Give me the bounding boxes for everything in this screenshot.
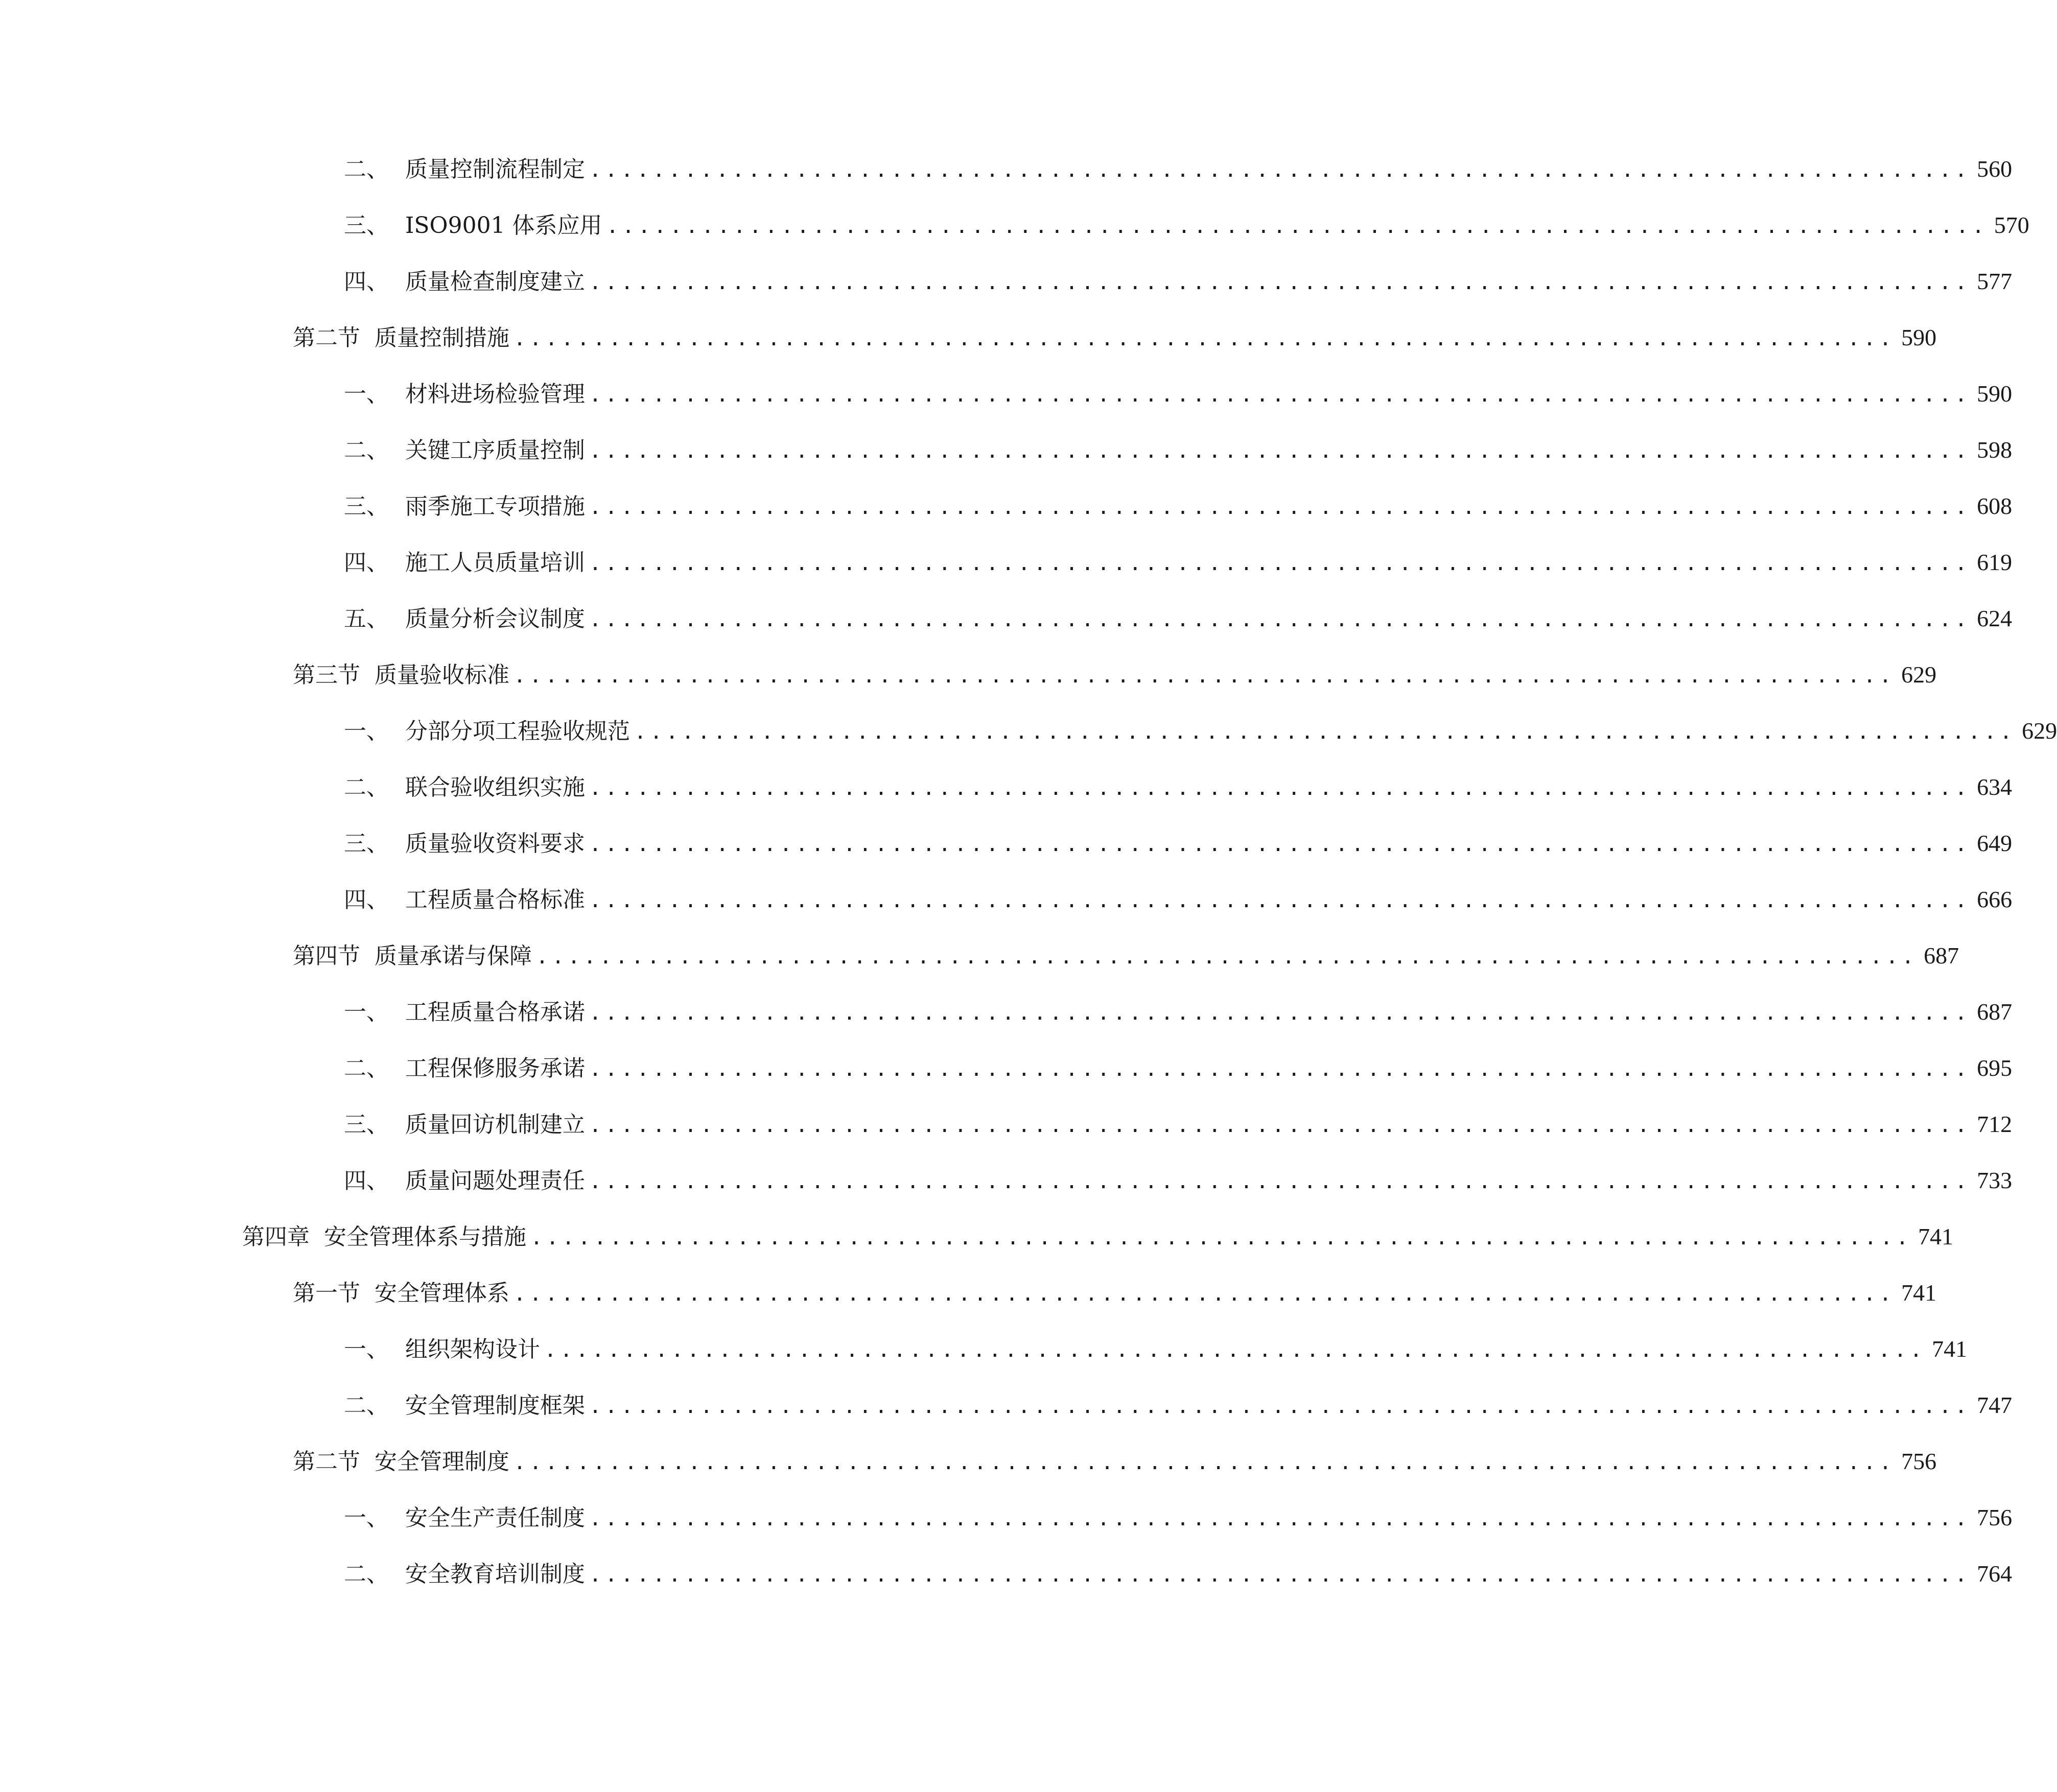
toc-entry-page: 629 <box>1901 662 1937 688</box>
toc-entry-title: 质量验收资料要求 <box>405 831 585 857</box>
toc-entry-number: 一、 <box>344 999 389 1025</box>
toc-entry[interactable] <box>344 1556 2013 1592</box>
toc-entry-number: 四、 <box>344 887 389 913</box>
toc-entry-label <box>293 1444 509 1480</box>
toc-entry-label <box>293 320 509 356</box>
toc-entry-label <box>344 152 585 187</box>
toc-entry-page: 629 <box>2022 718 2057 744</box>
toc-entry-page: 577 <box>1977 268 2013 294</box>
dot-leader: ....................................................................................... <box>589 271 1971 294</box>
dot-leader: ....................................................................................... <box>589 158 1971 182</box>
toc-entry-number: 四、 <box>344 550 389 576</box>
toc-entry[interactable] <box>344 713 2057 749</box>
dot-leader: ....................................................................................... <box>589 833 1971 856</box>
toc-entry-page: 649 <box>1977 830 2013 856</box>
toc-entry-page: 590 <box>1901 324 1937 350</box>
toc-entry-title: 安全管理制度 <box>375 1449 509 1475</box>
dot-leader: ....................................................................................... <box>589 889 1971 912</box>
dot-leader: ....................................................................................... <box>634 720 2016 744</box>
toc-entry[interactable] <box>344 151 2013 187</box>
toc-entry[interactable] <box>344 264 2013 299</box>
toc-entry-number: 第二节 <box>293 1449 360 1475</box>
toc-entry-number: 二、 <box>344 774 389 800</box>
toc-entry-title: 安全管理体系与措施 <box>324 1224 526 1250</box>
dot-leader: ....................................................................................... <box>530 1226 1912 1249</box>
dot-leader: ....................................................................................... <box>589 608 1971 631</box>
toc-entry-title: 施工人员质量培训 <box>405 550 585 576</box>
toc-entry[interactable] <box>344 488 2013 524</box>
toc-entry-title: 材料进场检验管理 <box>405 381 585 407</box>
toc-entry-title: 雨季施工专项措施 <box>405 493 585 520</box>
toc-entry-number: 二、 <box>344 1561 389 1587</box>
toc-entry-number: 第一节 <box>293 1280 360 1306</box>
toc-entry-title: 工程保修服务承诺 <box>405 1055 585 1081</box>
toc-entry-number: 第二节 <box>293 325 360 351</box>
toc-entry-page: 756 <box>1977 1504 2013 1530</box>
toc-entry-label <box>242 1219 526 1255</box>
toc-entry-title: 联合验收组织实施 <box>405 774 585 800</box>
toc-entry-title: 安全教育培训制度 <box>405 1561 585 1587</box>
toc-entry-label <box>344 376 585 412</box>
toc-entry-number: 二、 <box>344 1055 389 1081</box>
toc-entry-label <box>344 489 585 525</box>
toc-entry[interactable] <box>344 769 2013 805</box>
toc-entry-title: 关键工序质量控制 <box>405 437 585 463</box>
toc-entry-label <box>344 1051 585 1087</box>
toc-entry-number: 一、 <box>344 1505 389 1531</box>
dot-leader: ....................................................................................... <box>544 1338 1926 1362</box>
toc-entry-page: 741 <box>1901 1280 1937 1306</box>
toc-entry-number: 三、 <box>344 1112 389 1138</box>
toc-entry-label <box>344 826 585 862</box>
toc-entry-label <box>344 1388 585 1424</box>
toc-entry[interactable] <box>242 1219 1954 1255</box>
toc-entry[interactable] <box>344 601 2013 636</box>
toc-entry-title: 工程质量合格承诺 <box>405 999 585 1025</box>
toc-entry[interactable] <box>293 1275 1937 1311</box>
dot-leader: ....................................................................................... <box>589 1114 1971 1137</box>
toc-entry[interactable] <box>344 207 2029 243</box>
toc-entry-title: 分部分项工程验收规范 <box>405 718 630 744</box>
toc-entry-title: 质量回访机制建立 <box>405 1112 585 1138</box>
toc-entry[interactable] <box>293 657 1937 693</box>
toc-entry-page: 560 <box>1977 156 2013 182</box>
dot-leader: ....................................................................................... <box>589 383 1971 407</box>
dot-leader: ....................................................................................... <box>606 215 1988 238</box>
toc-entry-page: 608 <box>1977 493 2013 519</box>
toc-entry-label <box>344 1163 585 1199</box>
toc-entry-label <box>344 882 585 918</box>
toc-entry-label <box>344 1332 540 1367</box>
toc-entry-title: 组织架构设计 <box>405 1336 540 1362</box>
toc-entry[interactable] <box>344 1106 2013 1142</box>
toc-entry-number: 第三节 <box>293 662 360 688</box>
toc-entry-title: 安全管理制度框架 <box>405 1393 585 1419</box>
toc-entry-number: 第四章 <box>242 1224 310 1250</box>
toc-entry-label <box>344 995 585 1030</box>
toc-entry-number: 二、 <box>344 156 389 182</box>
toc-entry[interactable] <box>344 432 2013 468</box>
toc-entry[interactable] <box>344 1331 1968 1367</box>
toc-entry-label <box>344 601 585 637</box>
dot-leader: ....................................................................................... <box>513 1451 1896 1474</box>
toc-entry-label <box>344 1500 585 1536</box>
toc-entry-title: 质量验收标准 <box>375 662 509 688</box>
toc-entry-page: 741 <box>1918 1223 1954 1249</box>
toc-entry-label <box>344 208 602 244</box>
dot-leader: ....................................................................................... <box>589 1170 1971 1193</box>
dot-leader: ....................................................................................... <box>589 496 1971 519</box>
toc-entry[interactable] <box>344 1050 2013 1086</box>
toc-entry-title: 安全生产责任制度 <box>405 1505 585 1531</box>
dot-leader: ....................................................................................... <box>513 327 1896 350</box>
toc-entry-page: 634 <box>1977 774 2013 800</box>
dot-leader: ....................................................................................... <box>589 1057 1971 1081</box>
toc-entry-number: 一、 <box>344 1336 389 1362</box>
dot-leader: ....................................................................................... <box>589 1001 1971 1025</box>
toc-entry-number: 二、 <box>344 1393 389 1419</box>
toc-entry-title: 质量问题处理责任 <box>405 1168 585 1194</box>
toc-entry[interactable] <box>344 1163 2013 1198</box>
toc-entry-page: 687 <box>1924 942 1959 969</box>
toc-entry-page: 741 <box>1932 1336 1968 1362</box>
toc-entry-page: 687 <box>1977 999 2013 1025</box>
toc-entry-number: 三、 <box>344 831 389 857</box>
toc-entry-number: 第四节 <box>293 943 360 969</box>
toc-entry-label <box>344 1107 585 1143</box>
toc-entry-label <box>293 938 532 974</box>
toc-entry[interactable] <box>344 994 2013 1030</box>
dot-leader: ....................................................................................... <box>589 1563 1971 1587</box>
toc-entry-label <box>344 714 630 749</box>
toc-entry-page: 590 <box>1977 381 2013 407</box>
toc-entry-title: 质量承诺与保障 <box>375 943 532 969</box>
dot-leader: ....................................................................................... <box>589 776 1971 800</box>
toc-entry-number: 三、 <box>344 213 389 239</box>
toc-entry-title: 质量检查制度建立 <box>405 269 585 295</box>
toc-entry-number: 五、 <box>344 606 389 632</box>
toc-entry[interactable] <box>344 1500 2013 1536</box>
toc-entry-page: 733 <box>1977 1167 2013 1193</box>
dot-leader: ....................................................................................... <box>589 439 1971 463</box>
toc-entry-label <box>293 1276 509 1311</box>
toc-entry-page: 764 <box>1977 1561 2013 1587</box>
toc-entry-label <box>344 770 585 806</box>
toc-entry[interactable] <box>293 320 1937 356</box>
toc-entry-label <box>344 545 585 581</box>
toc-entry-number: 四、 <box>344 1168 389 1194</box>
toc-entry-number: 一、 <box>344 381 389 407</box>
dot-leader: ....................................................................................... <box>536 945 1918 969</box>
toc-entry-label <box>293 657 509 693</box>
toc-entry[interactable] <box>293 938 1959 974</box>
toc-entry-number: 二、 <box>344 437 389 463</box>
toc-entry-title: 安全管理体系 <box>375 1280 509 1306</box>
toc-entry-label <box>344 264 585 300</box>
toc-entry-page: 619 <box>1977 549 2013 575</box>
dot-leader: ....................................................................................... <box>589 1395 1971 1418</box>
toc-entry-page: 712 <box>1977 1111 2013 1137</box>
toc-entry-page: 756 <box>1901 1448 1937 1474</box>
toc-entry-label <box>344 1557 585 1592</box>
toc-entry-title: 质量控制流程制定 <box>405 156 585 182</box>
toc-entry-page: 624 <box>1977 605 2013 631</box>
toc-entry-page: 598 <box>1977 437 2013 463</box>
toc-entry-title: ISO9001 体系应用 <box>405 213 602 239</box>
toc-entry-number: 三、 <box>344 493 389 520</box>
toc-entry-page: 747 <box>1977 1392 2013 1418</box>
dot-leader: ....................................................................................... <box>589 552 1971 575</box>
toc-entry-number: 四、 <box>344 269 389 295</box>
toc-entry-page: 666 <box>1977 886 2013 912</box>
toc-entry-title: 工程质量合格标准 <box>405 887 585 913</box>
toc-entry-page: 695 <box>1977 1055 2013 1081</box>
toc-entry[interactable] <box>293 1444 1937 1479</box>
dot-leader: ....................................................................................... <box>589 1507 1971 1530</box>
toc-entry-title: 质量控制措施 <box>375 325 509 351</box>
toc-entry[interactable] <box>344 882 2013 917</box>
dot-leader: ....................................................................................... <box>513 1282 1896 1306</box>
toc-entry[interactable] <box>344 1387 2013 1423</box>
toc-entry[interactable] <box>344 376 2013 412</box>
toc-entry[interactable] <box>344 545 2013 580</box>
toc-entry-page: 570 <box>1994 212 2029 238</box>
toc-entry-title: 质量分析会议制度 <box>405 606 585 632</box>
dot-leader: ....................................................................................... <box>513 664 1896 688</box>
toc-entry[interactable] <box>344 826 2013 861</box>
toc-entry-label <box>344 433 585 468</box>
toc-entry-number: 一、 <box>344 718 389 744</box>
